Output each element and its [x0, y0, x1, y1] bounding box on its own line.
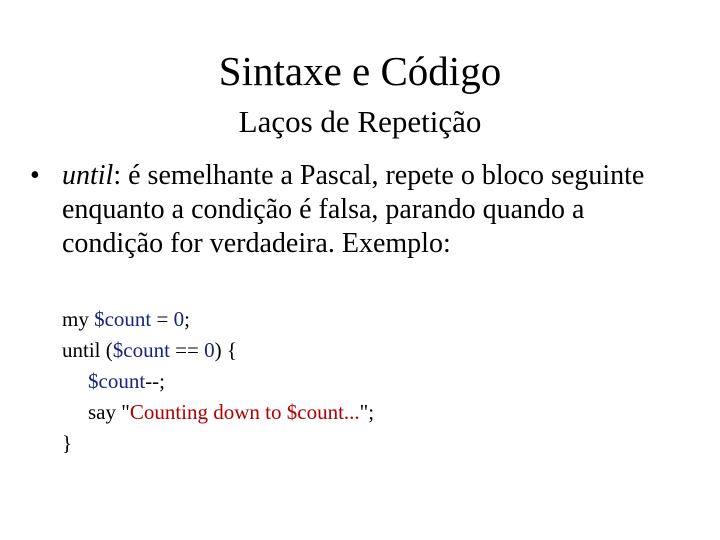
code-line-3 — [62, 366, 682, 397]
bullet-body: : é semelhante a Pascal, repete o bloco seguinte enquanto a condição é falsa, parando quando a condição for verdadeira. Exemplo: — [62, 160, 645, 259]
code-line-2 — [62, 335, 682, 366]
code-token: --; — [145, 369, 165, 393]
code-token: ) { — [214, 338, 237, 362]
code-token: "; — [359, 400, 375, 424]
code-token: my — [62, 307, 95, 331]
code-variable: $count — [112, 338, 170, 362]
bullet-text — [62, 159, 662, 261]
code-line-5 — [62, 428, 682, 459]
code-block — [62, 304, 682, 459]
code-token: == — [169, 338, 205, 362]
code-line-4 — [62, 397, 682, 428]
slide-subtitle: Laços de Repetição — [238, 104, 482, 139]
slide-title: Sintaxe e Código — [218, 48, 502, 94]
code-line-1 — [62, 304, 682, 335]
bullet-marker: • — [30, 160, 40, 191]
code-token: ; — [184, 307, 190, 331]
code-number: 0 — [204, 338, 215, 362]
code-token: = — [151, 307, 174, 331]
bullet-paragraph — [30, 159, 662, 261]
code-variable: $count — [88, 369, 146, 393]
code-token: } — [62, 431, 73, 455]
bullet-keyword: until — [62, 160, 114, 191]
code-token: until ( — [62, 338, 113, 362]
code-variable: $count — [94, 307, 152, 331]
code-string: Counting down to $count... — [129, 400, 360, 424]
code-number: 0 — [173, 307, 185, 331]
code-token: say " — [88, 400, 130, 424]
